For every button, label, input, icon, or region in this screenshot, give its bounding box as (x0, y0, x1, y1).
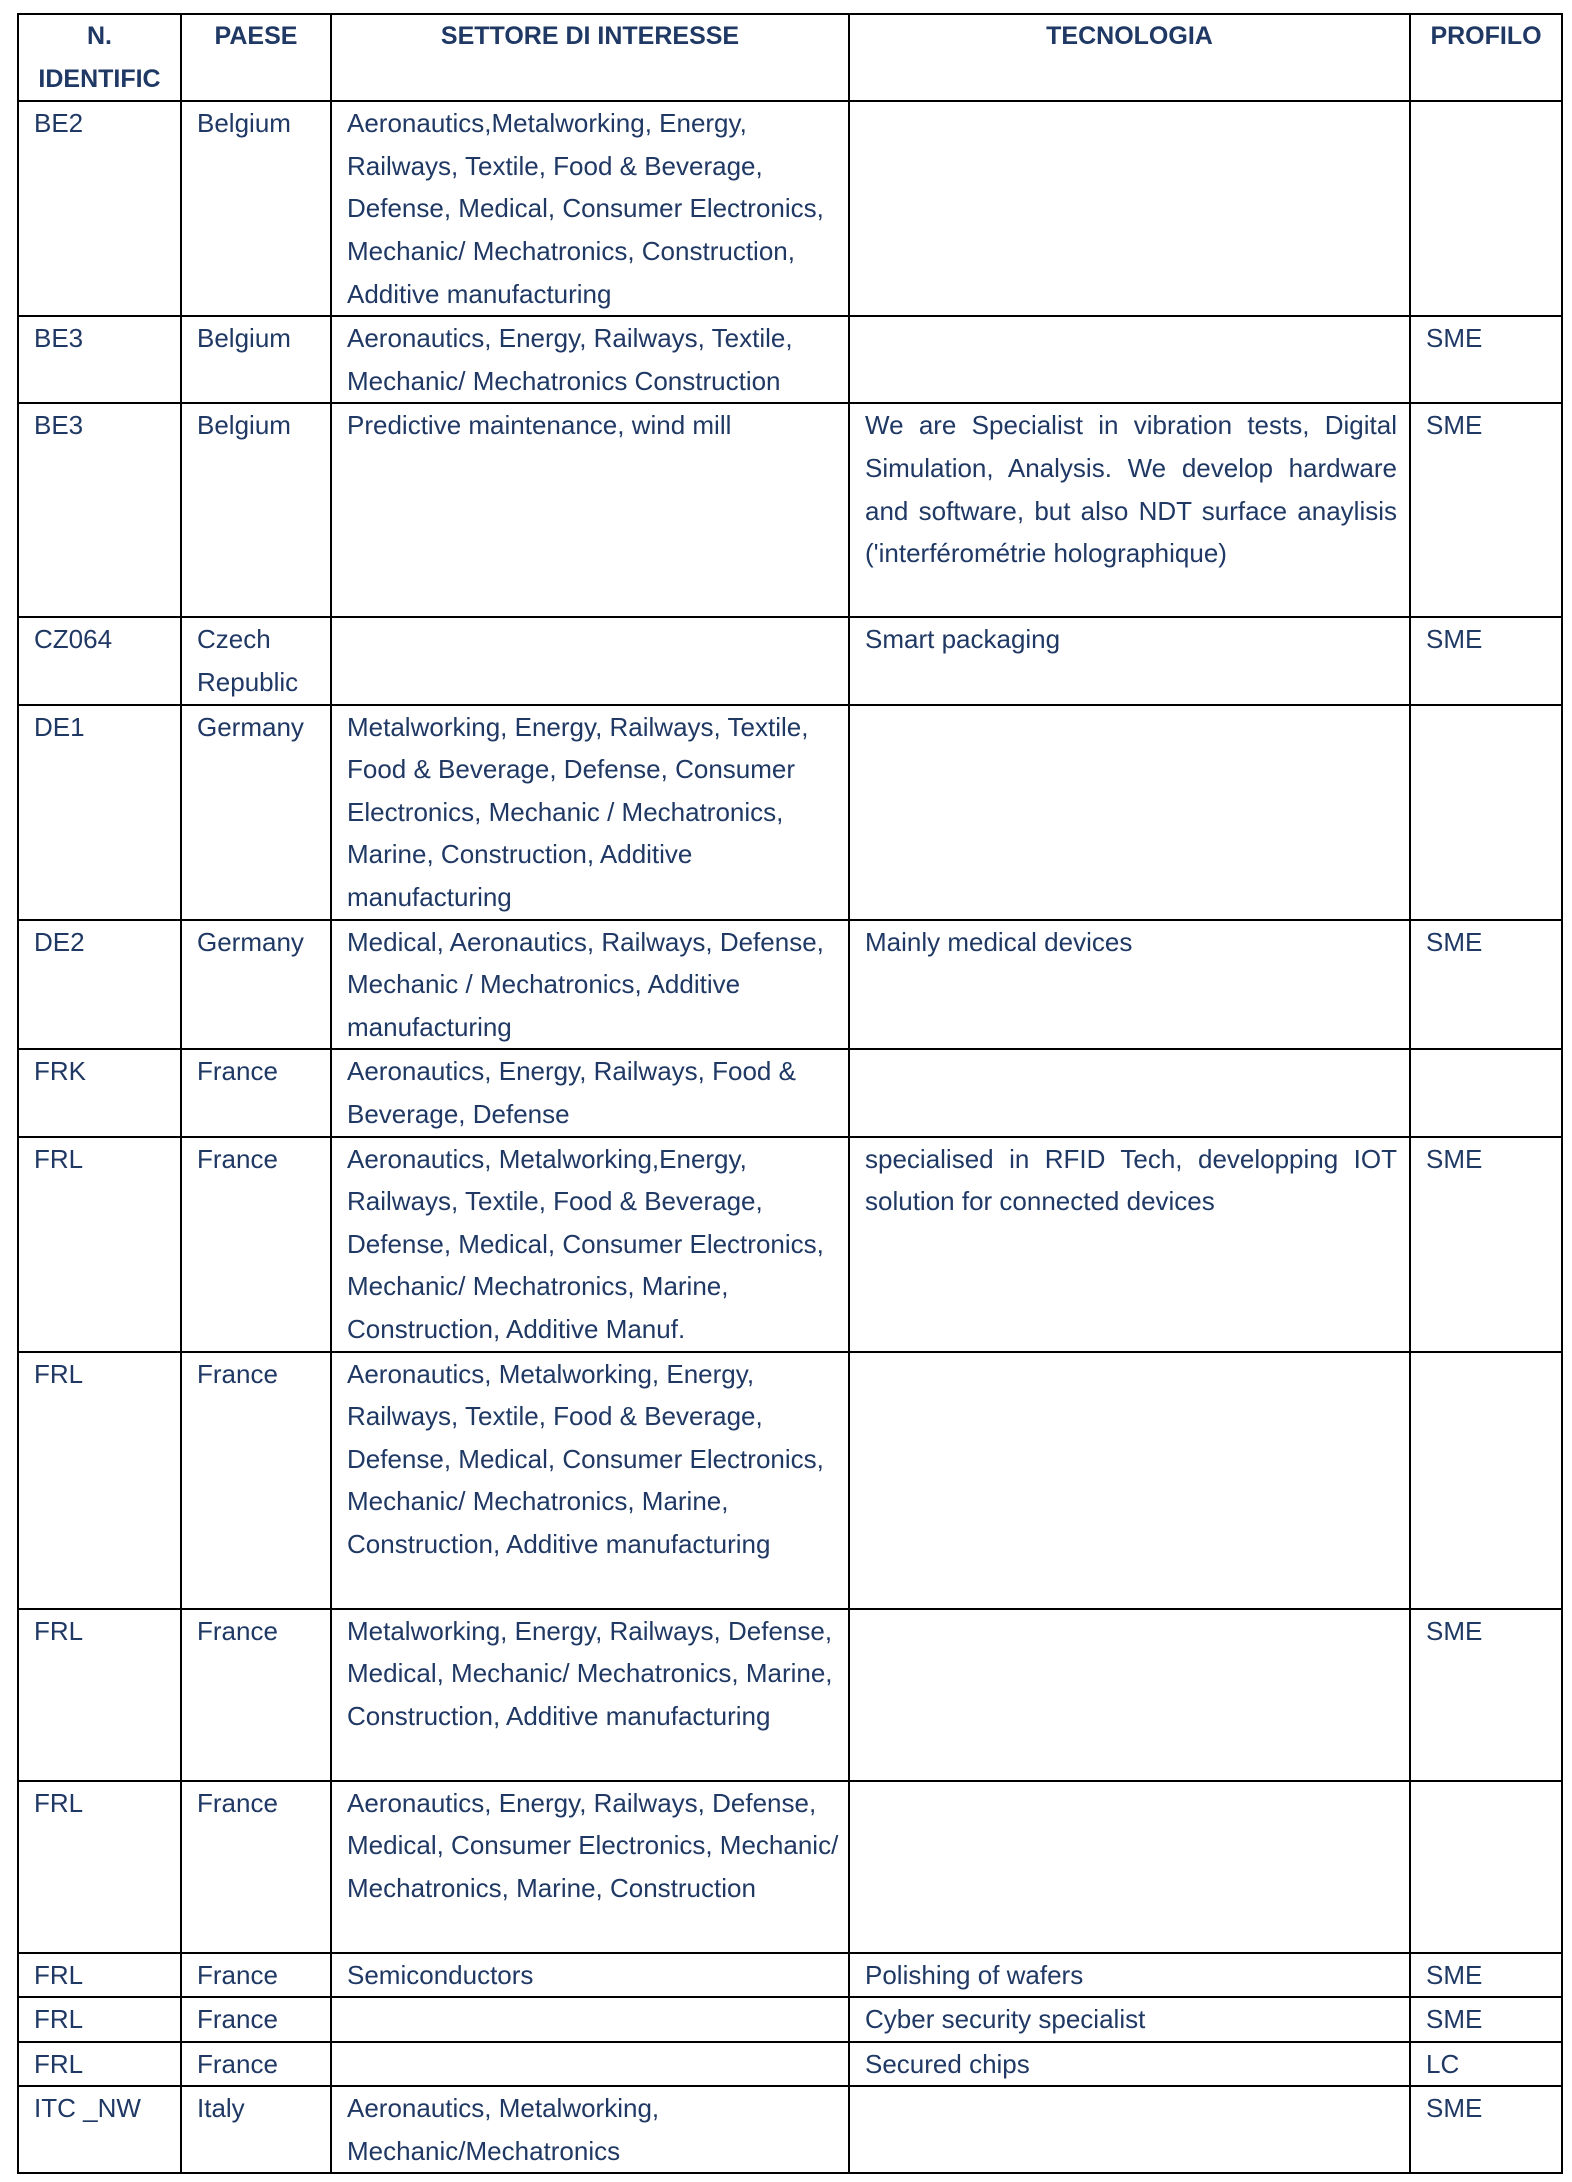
cell-technology (849, 101, 1410, 316)
cell-profile: SME (1410, 403, 1562, 617)
table-row (18, 2042, 1562, 2087)
table-row (18, 101, 1562, 316)
header-country: PAESE (181, 14, 331, 101)
cell-country: France (181, 1352, 331, 1609)
cell-technology (849, 1781, 1410, 1953)
cell-country: Germany (181, 920, 331, 1050)
cell-profile (1410, 1781, 1562, 1953)
cell-technology: Polishing of wafers (849, 1953, 1410, 1998)
cell-profile: SME (1410, 617, 1562, 704)
table-row (18, 1137, 1562, 1352)
table-header (18, 14, 1562, 101)
cell-id: FRL (18, 1997, 181, 2042)
cell-profile: SME (1410, 920, 1562, 1050)
cell-profile: SME (1410, 1953, 1562, 1998)
cell-country: France (181, 1049, 331, 1136)
table-row (18, 1997, 1562, 2042)
cell-profile: SME (1410, 1997, 1562, 2042)
table-row (18, 705, 1562, 920)
header-id: N. IDENTIFIC (18, 14, 181, 101)
table-row (18, 403, 1562, 617)
table-row (18, 1953, 1562, 1998)
cell-technology: Secured chips (849, 2042, 1410, 2087)
cell-sector (331, 1997, 849, 2042)
cell-id: ITC _NW (18, 2086, 181, 2173)
cell-technology (849, 2086, 1410, 2173)
table-row (18, 316, 1562, 403)
cell-sector (331, 617, 849, 704)
companies-table (17, 13, 1563, 2174)
cell-technology: specialised in RFID Tech, developping IOT solution for connected devices (849, 1137, 1410, 1352)
cell-id: FRL (18, 2042, 181, 2087)
cell-country: France (181, 1781, 331, 1953)
cell-technology (849, 1352, 1410, 1609)
cell-profile (1410, 1049, 1562, 1136)
table-row (18, 2086, 1562, 2173)
cell-id: FRL (18, 1609, 181, 1781)
cell-country: Italy (181, 2086, 331, 2173)
table-row (18, 1609, 1562, 1781)
cell-country: Czech Republic (181, 617, 331, 704)
table-row (18, 1049, 1562, 1136)
cell-id: BE3 (18, 403, 181, 617)
cell-sector: Aeronautics, Metalworking,Energy, Railways, Textile, Food & Beverage, Defense, Medical, Consumer Electronics, Mechanic/ Mechatronics, Marine, Construction, Additive Manuf. (331, 1137, 849, 1352)
cell-technology: We are Specialist in vibration tests, Digital Simulation, Analysis. We develop hardware and software, but also NDT surface anaylisis ('interférométrie holographique) (849, 403, 1410, 617)
cell-sector: Metalworking, Energy, Railways, Defense, Medical, Mechanic/ Mechatronics, Marine, Construction, Additive manufacturing (331, 1609, 849, 1781)
header-sector: SETTORE DI INTERESSE (331, 14, 849, 101)
cell-id: DE2 (18, 920, 181, 1050)
cell-id: FRL (18, 1781, 181, 1953)
cell-country: France (181, 1137, 331, 1352)
cell-country: France (181, 1997, 331, 2042)
cell-country: France (181, 2042, 331, 2087)
cell-sector: Aeronautics, Energy, Railways, Textile, Mechanic/ Mechatronics Construction (331, 316, 849, 403)
cell-sector: Semiconductors (331, 1953, 849, 1998)
cell-id: BE3 (18, 316, 181, 403)
cell-sector: Aeronautics,Metalworking, Energy, Railways, Textile, Food & Beverage, Defense, Medical, Consumer Electronics, Mechanic/ Mechatronics, Construction, Additive manufacturing (331, 101, 849, 316)
cell-id: FRL (18, 1137, 181, 1352)
table-row (18, 1352, 1562, 1609)
cell-technology (849, 1049, 1410, 1136)
header-technology: TECNOLOGIA (849, 14, 1410, 101)
cell-sector: Medical, Aeronautics, Railways, Defense, Mechanic / Mechatronics, Additive manufacturing (331, 920, 849, 1050)
cell-sector: Aeronautics, Metalworking, Mechanic/Mechatronics (331, 2086, 849, 2173)
cell-profile (1410, 101, 1562, 316)
cell-technology (849, 316, 1410, 403)
cell-profile: LC (1410, 2042, 1562, 2087)
cell-id: FRK (18, 1049, 181, 1136)
cell-technology: Smart packaging (849, 617, 1410, 704)
cell-id: FRL (18, 1352, 181, 1609)
cell-profile (1410, 705, 1562, 920)
cell-country: France (181, 1953, 331, 1998)
cell-country: Belgium (181, 403, 331, 617)
cell-id: DE1 (18, 705, 181, 920)
cell-technology: Mainly medical devices (849, 920, 1410, 1050)
cell-country: Belgium (181, 316, 331, 403)
cell-sector (331, 2042, 849, 2087)
cell-id: CZ064 (18, 617, 181, 704)
cell-technology (849, 1609, 1410, 1781)
cell-sector: Metalworking, Energy, Railways, Textile, Food & Beverage, Defense, Consumer Electronics, Mechanic / Mechatronics, Marine, Construction, Additive manufacturing (331, 705, 849, 920)
header-profile: PROFILO (1410, 14, 1562, 101)
cell-profile: SME (1410, 1137, 1562, 1352)
cell-profile: SME (1410, 1609, 1562, 1781)
table-row (18, 1781, 1562, 1953)
cell-id: FRL (18, 1953, 181, 1998)
table-body (18, 101, 1562, 2173)
cell-country: Belgium (181, 101, 331, 316)
cell-country: France (181, 1609, 331, 1781)
cell-technology: Cyber security specialist (849, 1997, 1410, 2042)
cell-profile: SME (1410, 316, 1562, 403)
cell-sector: Aeronautics, Energy, Railways, Food & Beverage, Defense (331, 1049, 849, 1136)
table-row (18, 920, 1562, 1050)
cell-profile: SME (1410, 2086, 1562, 2173)
cell-technology (849, 705, 1410, 920)
header-row (18, 14, 1562, 101)
cell-id: BE2 (18, 101, 181, 316)
cell-profile (1410, 1352, 1562, 1609)
cell-sector: Aeronautics, Energy, Railways, Defense, Medical, Consumer Electronics, Mechanic/ Mechatronics, Marine, Construction (331, 1781, 849, 1953)
cell-sector: Predictive maintenance, wind mill (331, 403, 849, 617)
cell-sector: Aeronautics, Metalworking, Energy, Railways, Textile, Food & Beverage, Defense, Medical, Consumer Electronics, Mechanic/ Mechatronics, Marine, Construction, Additive manufacturing (331, 1352, 849, 1609)
table-row (18, 617, 1562, 704)
cell-country: Germany (181, 705, 331, 920)
